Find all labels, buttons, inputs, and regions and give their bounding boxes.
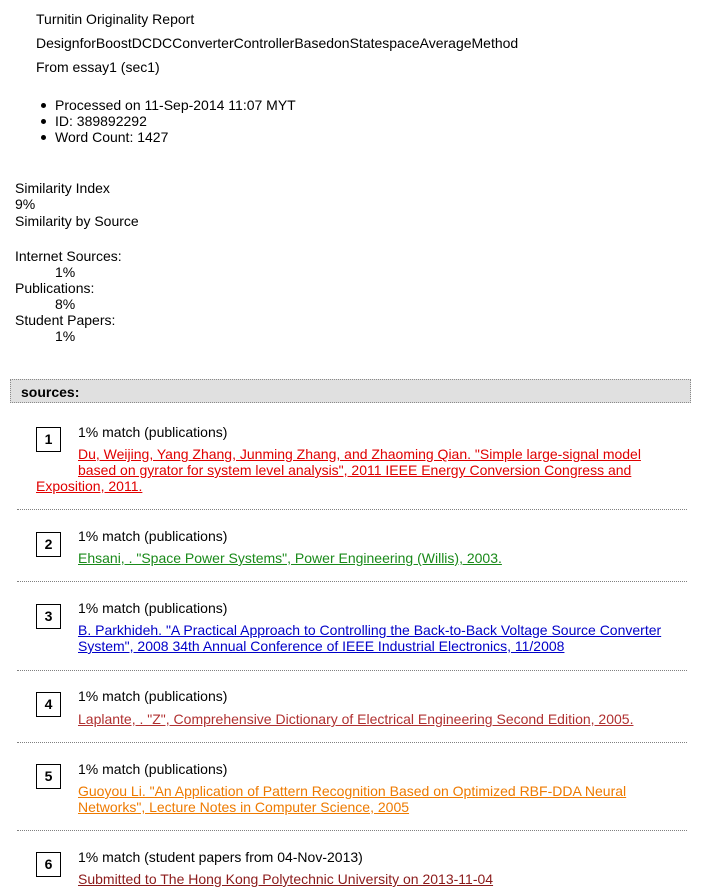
source-link-1-line-3: Exposition, 2011. xyxy=(36,478,143,494)
similarity-index-label: Similarity Index xyxy=(15,180,110,196)
source-link-5-line-2: Networks", Lecture Notes in Computer Science, 2005 xyxy=(78,799,410,815)
sources-header: sources: xyxy=(21,384,80,400)
source-link-3[interactable] xyxy=(78,622,661,654)
bullet-icon xyxy=(41,135,46,140)
source-number-3: 3 xyxy=(36,604,61,629)
word-count-item xyxy=(36,129,296,145)
similarity-by-source-label: Similarity by Source xyxy=(15,213,139,229)
source-match-2: 1% match (publications) xyxy=(78,528,228,544)
source-divider xyxy=(17,830,687,831)
source-number-6: 6 xyxy=(36,852,61,877)
source-link-2-line-1: Ehsani, . "Space Power Systems", Power Engineering (Willis), 2003. xyxy=(78,550,502,566)
source-match-3: 1% match (publications) xyxy=(78,600,228,616)
source-number-1: 1 xyxy=(36,427,61,452)
word-count: Word Count: 1427 xyxy=(55,129,169,145)
source-link-2[interactable] xyxy=(78,550,502,566)
source-link-6[interactable] xyxy=(78,871,493,887)
document-name: DesignforBoostDCDCConverterControllerBasedonStatespaceAverageMethod xyxy=(36,35,519,51)
publications-value: 8% xyxy=(55,296,76,312)
internet-sources-value: 1% xyxy=(55,264,76,280)
source-link-1-line-2: based on gyrator for system level analysis", 2011 IEEE Energy Conversion Congress and xyxy=(78,462,632,478)
bullet-icon xyxy=(41,119,46,124)
source-divider xyxy=(17,509,687,510)
bullet-icon xyxy=(41,103,46,108)
source-number-2: 2 xyxy=(36,532,61,557)
source-divider xyxy=(17,581,687,582)
source-number-4: 4 xyxy=(36,692,61,717)
source-match-1: 1% match (publications) xyxy=(78,424,228,440)
report-from: From essay1 (sec1) xyxy=(36,59,160,75)
source-link-6-line-1: Submitted to The Hong Kong Polytechnic University on 2013-11-04 xyxy=(78,871,494,887)
internet-sources-label: Internet Sources: xyxy=(15,248,122,264)
source-link-4-line-1: Laplante, . "Z", Comprehensive Dictionary of Electrical Engineering Second Edition, 2005. xyxy=(78,711,634,727)
publications-label: Publications: xyxy=(15,280,95,296)
sources-header-bar xyxy=(10,379,691,403)
processed-date-item xyxy=(36,97,296,113)
report-info-list xyxy=(36,97,296,145)
report-title: Turnitin Originality Report xyxy=(36,11,195,27)
source-link-5-line-1: Guoyou Li. "An Application of Pattern Recognition Based on Optimized RBF-DDA Neural xyxy=(78,783,627,799)
source-link-4[interactable] xyxy=(78,711,633,727)
source-divider xyxy=(17,742,687,743)
source-link-3-line-2: System", 2008 34th Annual Conference of IEEE Industrial Electronics, 11/2008 xyxy=(78,638,565,654)
source-link-3-line-1: B. Parkhideh. "A Practical Approach to Controlling the Back-to-Back Voltage Source Converter xyxy=(78,622,662,638)
similarity-index-value: 9% xyxy=(15,196,36,212)
source-match-6: 1% match (student papers from 04-Nov-2013) xyxy=(78,849,363,865)
source-number-5: 5 xyxy=(36,764,61,789)
report-id: ID: 389892292 xyxy=(55,113,147,129)
source-divider xyxy=(17,670,687,671)
report-id-item xyxy=(36,113,296,129)
student-papers-label: Student Papers: xyxy=(15,312,116,328)
source-link-5[interactable] xyxy=(78,783,626,815)
source-link-1[interactable] xyxy=(36,446,676,494)
processed-date: Processed on 11-Sep-2014 11:07 MYT xyxy=(55,97,296,113)
source-match-4: 1% match (publications) xyxy=(78,688,228,704)
source-link-1-line-1: Du, Weijing, Yang Zhang, Junming Zhang, and Zhaoming Qian. "Simple large-signal model xyxy=(78,446,641,462)
source-match-5: 1% match (publications) xyxy=(78,761,228,777)
student-papers-value: 1% xyxy=(55,328,76,344)
